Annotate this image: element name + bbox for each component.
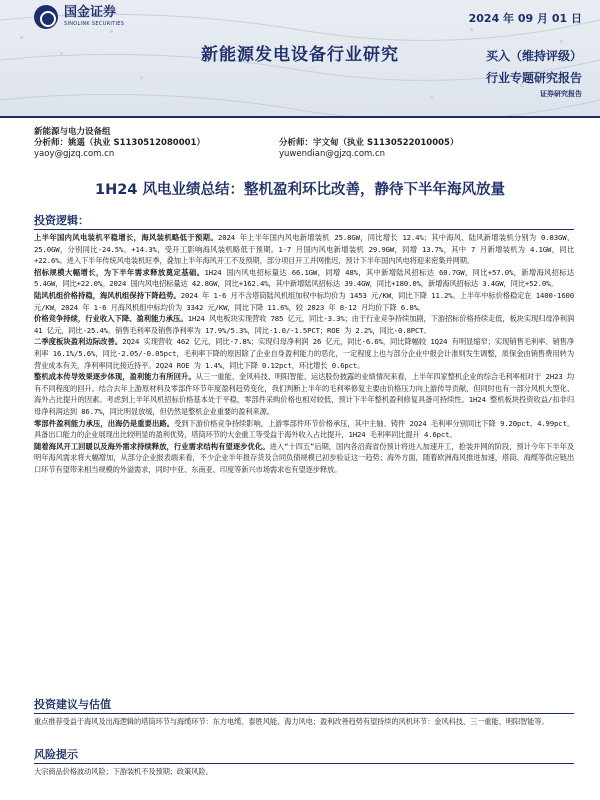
logic-paragraph: 零部件盈利能力承压，出海仍是重要出路。受到下游价格竞争持续影响，上游零部件环节价格承压，其中主轴、铸件 2Q24 毛利率分别同比下降 9.20pct、4.99pct。具备出口能力的企业展现出比较明显的盈利优势，塔筒环节的大金重工等受益于海外收入占比提升，1H24 毛利率同比提升 4.6pct。 bbox=[34, 418, 574, 440]
section-heading: 投资逻辑： bbox=[34, 212, 574, 230]
report-source: 证券研究报告 bbox=[540, 90, 582, 98]
analyst-email: yaoy@gjzq.com.cn bbox=[34, 149, 115, 159]
logo-cn-text: 国金证券 bbox=[64, 5, 117, 20]
report-type: 行业专题研究报告 bbox=[485, 71, 582, 85]
logic-paragraph: 价格竞争持续，行业收入下降、盈利能力承压。1H24 风电板块实现营收 785 亿元，同比-3.3%；由于行业竞争持续加剧，下游招标价格持续走低，板块实现归母净利润 41 亿元，同比-25.4%。销售毛利率及销售净利率为 17.9%/5.3%，同比-1.0/-1.5PCT；ROE 为 2.2%，同比-0.8PCT。 bbox=[34, 314, 574, 335]
analyst-item bbox=[34, 138, 279, 160]
analyst-email: yuwendian@gjzq.com.cn bbox=[279, 149, 386, 159]
section-heading: 投资建议与估值 bbox=[34, 696, 574, 714]
logo-en-text: SINOLINK SECURITIES bbox=[64, 21, 125, 27]
report-date: 2024 年 09 月 01 日 bbox=[468, 12, 582, 25]
risk-paragraph: 大宗商品价格波动风险；下游装机不及预期；政策风险。 bbox=[34, 767, 213, 776]
section-heading: 风险提示 bbox=[34, 746, 574, 764]
analyst-name: 分析师：姚遥（执业 S1130512080001） bbox=[34, 138, 205, 148]
advice-paragraph: 重点推荐受益于海风及出海逻辑的塔筒环节与海缆环节：东方电缆、泰胜风能、海力风电；盈利改善趋势有望持续的风机环节：金风科技、三一重能、明阳智能等。 bbox=[34, 717, 549, 726]
investment-logic-section bbox=[34, 212, 574, 475]
logic-paragraph: 整机成本传导效果逐步体现，盈利能力有所回升。从三一重能、金风科技、明阳智能、运达股份披露的业绩情况来看，上半年四家整机企业的综合毛利率相对于 2H23 均有不同程度的回升。结合去年上游原材料及零部件环节年度盈利趋势变化，我们判断上半年的毛利率修复主要由价格压力向上游传导贡献，但同时也有一部分风机大型化、海外占比提升的因素。考虑到上半年风机招标价格基本处于平稳，零部件采购价格也相对较低，预计下半年整机盈利修复具备可持续性。1H24 整机板块投资收益/扣非归母净利润达到 86.7%，同比明显放缓，但仍然是整机企业重要的盈利来源。 bbox=[34, 372, 575, 416]
analyst-list bbox=[34, 138, 574, 160]
logic-paragraph: 二季度板块盈利边际改善。2Q24 实现营收 462 亿元，同比-7.8%；实现归母净利润 26 亿元，同比-6.6%，同比降幅较 1Q24 有明显缩窄；实现销售毛利率、销售净利率 16.1%/5.6%，同比-2.05/-0.05pct，毛利率下降的原因除了企业自身盈利能力的恶化，一定程度上也与部分企业中报会计准则发生调整，质保金由销售费用转为营业成本有关，净利率同比接近持平。2Q24 ROE 为 1.4%，同比下降 0.12pct，环比增长 0.6pct。 bbox=[34, 337, 575, 370]
logic-paragraph: 随着海风开工回暖以及海外需求持续释放，行业需求结构有望逐步优化。进入“十四五”后期，国内各沿海省份预计将进入加速开工，抢装并网的阶段，预计今年下半年及明年海风需求将大幅增加，从部分企业报表端来看，不少企业半年报存货及合同负债规模已初步验证这一趋势；海外方面，随着欧洲海风推进加速，塔筒、海缆等供应链出口环节有望带来相当规模的外溢需求，同时中亚、东南亚、印度等新兴市场需求也有望逐步释放。 bbox=[34, 441, 574, 474]
main-title: 1H24 风电业绩总结：整机盈利环比改善，静待下半年海风放量 bbox=[95, 182, 505, 198]
brand-logo bbox=[34, 5, 124, 29]
analyst-name: 分析师：宇文甸（执业 S1130522010005） bbox=[279, 138, 459, 148]
industry-group: 新能源与电力设备组 bbox=[34, 127, 111, 137]
investment-advice-section bbox=[34, 696, 574, 728]
rating: 买入（维持评级） bbox=[485, 49, 582, 63]
risk-section bbox=[34, 746, 574, 778]
logo-icon bbox=[34, 5, 58, 29]
report-title: 新能源发电设备行业研究 bbox=[201, 45, 399, 65]
logic-paragraph: 上半年国内风电装机平稳增长，海风装机略低于预期。2024 年上半年国内风电新增装机 25.8GW，同比增长 12.4%；其中海风、陆风新增装机分别为 0.83GW、25.0GW，分别同比-24.5%、+14.3%，受开工影响海风装机略低于预期。1-7 月国内风电新增装机 29.9GW，同增 13.7%，其中 7 月新增装机为 4.1GW，同比+22.6%。进入下半年传统风电装机旺季，叠加上半年海风开工不及预期，部分项目开工并网推迟，预计下半年国内风电将迎来密集并网期。 bbox=[34, 233, 574, 266]
analyst-item bbox=[279, 138, 524, 160]
report-header bbox=[0, 0, 600, 118]
header-divider bbox=[0, 116, 600, 118]
logic-paragraph: 陆风机组价格持稳，海风机组保持下降趋势。2024 年 1-6 月不含塔筒陆风机组加权中标均价为 1453 元/KW，同比下降 11.2%。上半年中标价格稳定在 1400-1600 元/KW，2024 年 1-6 月海风机组中标均价为 3342 元/KW，同比下降 11.6%，较 2023 年 8-12 月均价下降 6.8%。 bbox=[34, 290, 574, 312]
logic-paragraph: 招标规模大幅增长，为下半年需求释放奠定基础。1H24 国内风电招标量达 66.1GW，同增 48%，其中新增陆风招标达 60.7GW，同比+57.0%，新增海风招标达 5.4GW，同比+22.0%。2024 国内风电招标量达 42.8GW，同比+162.4%，其中新增陆风招标达 39.4GW，同比+180.0%，新增海风招标达 3.4GW，同比+52.0%。 bbox=[34, 267, 575, 289]
